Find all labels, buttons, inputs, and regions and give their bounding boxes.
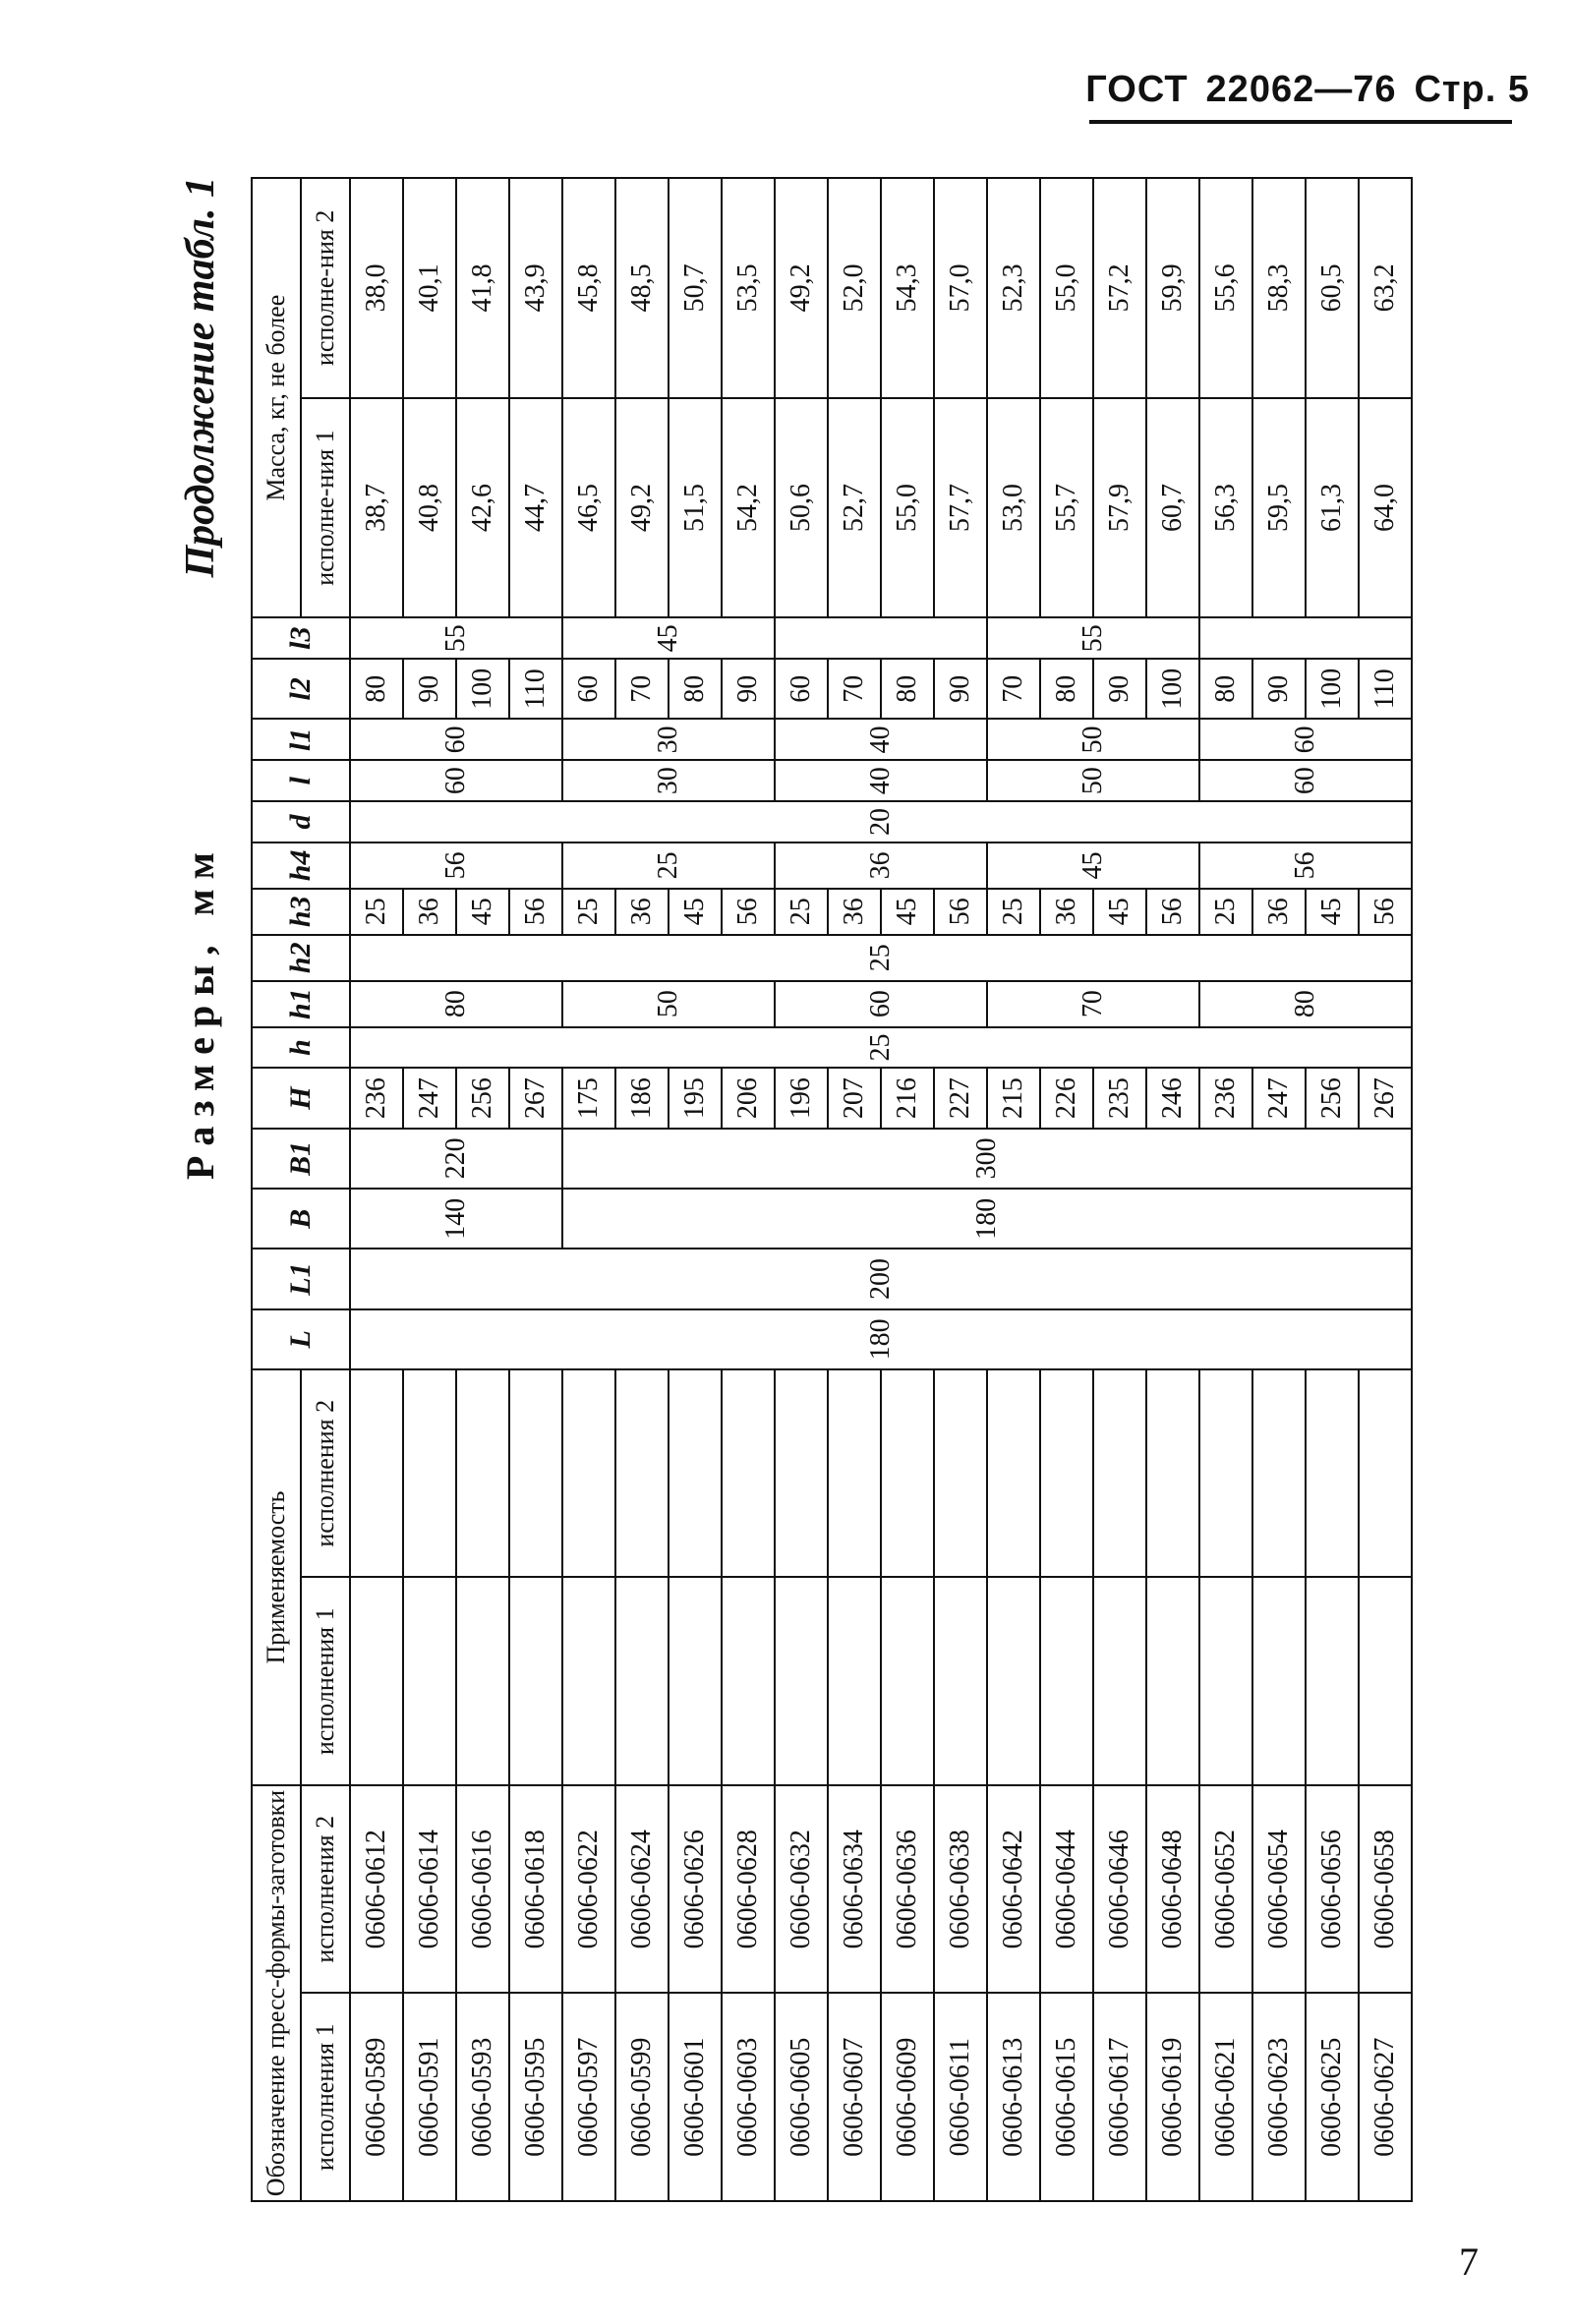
cell-app2 bbox=[456, 1369, 509, 1578]
cell-exec1: 0606-0623 bbox=[1252, 1994, 1306, 2202]
cell-h3: 45 bbox=[669, 889, 722, 935]
cell-l3: 55 bbox=[987, 617, 1199, 659]
col-h: h bbox=[252, 1027, 350, 1069]
cell-app1 bbox=[722, 1578, 775, 1786]
col-l2: l2 bbox=[252, 659, 350, 719]
col-mass1: исполне-ния 1 bbox=[301, 398, 350, 618]
cell-l2: 80 bbox=[881, 659, 934, 719]
cell-app1 bbox=[934, 1578, 987, 1786]
cell-exec2: 0606-0616 bbox=[456, 1785, 509, 1994]
cell-h3: 56 bbox=[509, 889, 562, 935]
cell-exec2: 0606-0634 bbox=[828, 1785, 881, 1994]
cell-mass1: 38,7 bbox=[350, 398, 403, 618]
header-page-label: Стр. 5 bbox=[1414, 69, 1530, 110]
cell-exec1: 0606-0607 bbox=[828, 1994, 881, 2202]
cell-exec2: 0606-0644 bbox=[1040, 1785, 1093, 1994]
cell-app2 bbox=[1252, 1369, 1306, 1578]
cell-exec1: 0606-0625 bbox=[1306, 1994, 1359, 2202]
cell-H: 247 bbox=[1252, 1068, 1306, 1128]
cell-mass2: 54,3 bbox=[881, 178, 934, 398]
cell-app2 bbox=[1146, 1369, 1199, 1578]
cell-app1 bbox=[775, 1578, 828, 1786]
cell-exec1: 0606-0593 bbox=[456, 1994, 509, 2202]
cell-exec2: 0606-0648 bbox=[1146, 1785, 1199, 1994]
cell-l2: 70 bbox=[615, 659, 669, 719]
col-l1: l1 bbox=[252, 719, 350, 760]
col-B1: B1 bbox=[252, 1129, 350, 1189]
cell-l2: 80 bbox=[669, 659, 722, 719]
cell-exec2: 0606-0638 bbox=[934, 1785, 987, 1994]
col-exec2: исполнения 2 bbox=[301, 1785, 350, 1994]
dimensions-caption: Размеры, мм bbox=[178, 842, 222, 1180]
cell-mass1: 42,6 bbox=[456, 398, 509, 618]
cell-h3: 36 bbox=[828, 889, 881, 935]
page-number: 7 bbox=[1459, 2239, 1479, 2284]
cell-exec2: 0606-0642 bbox=[987, 1785, 1040, 1994]
cell-mass2: 40,1 bbox=[403, 178, 456, 398]
col-L1: L1 bbox=[252, 1249, 350, 1308]
cell-H: 186 bbox=[615, 1068, 669, 1128]
cell-exec1: 0606-0613 bbox=[987, 1994, 1040, 2202]
cell-exec2: 0606-0654 bbox=[1252, 1785, 1306, 1994]
header-number: 22062—76 bbox=[1205, 69, 1397, 110]
col-L: L bbox=[252, 1309, 350, 1369]
col-h3: h3 bbox=[252, 889, 350, 935]
cell-mass2: 58,3 bbox=[1252, 178, 1306, 398]
cell-l2: 80 bbox=[1199, 659, 1252, 719]
cell-mass1: 60,7 bbox=[1146, 398, 1199, 618]
cell-mass2: 55,0 bbox=[1040, 178, 1093, 398]
cell-mass2: 49,2 bbox=[775, 178, 828, 398]
page-header bbox=[1068, 69, 1530, 111]
cell-exec1: 0606-0601 bbox=[669, 1994, 722, 2202]
cell-l2: 60 bbox=[775, 659, 828, 719]
cell-H: 226 bbox=[1040, 1068, 1093, 1128]
cell-l2: 70 bbox=[828, 659, 881, 719]
table-body bbox=[350, 178, 1412, 2201]
cell-mass1: 56,3 bbox=[1199, 398, 1252, 618]
cell-exec1: 0606-0617 bbox=[1093, 1994, 1146, 2202]
cell-mass2: 38,0 bbox=[350, 178, 403, 398]
cell-H: 216 bbox=[881, 1068, 934, 1128]
cell-exec2: 0606-0622 bbox=[562, 1785, 615, 1994]
col-d: d bbox=[252, 801, 350, 842]
cell-app1 bbox=[1306, 1578, 1359, 1786]
cell-mass2: 63,2 bbox=[1359, 178, 1412, 398]
cell-H: 207 bbox=[828, 1068, 881, 1128]
cell-H: 215 bbox=[987, 1068, 1040, 1128]
cell-app2 bbox=[615, 1369, 669, 1578]
col-designation: Обозначение пресс-формы-заготовки bbox=[252, 1785, 301, 2201]
cell-h3: 36 bbox=[615, 889, 669, 935]
col-l3: l3 bbox=[252, 617, 350, 659]
cell-app1 bbox=[881, 1578, 934, 1786]
cell-h3: 36 bbox=[1040, 889, 1093, 935]
cell-exec2: 0606-0658 bbox=[1359, 1785, 1412, 1994]
cell-l2: 90 bbox=[403, 659, 456, 719]
cell-h3: 45 bbox=[881, 889, 934, 935]
col-mass: Масса, кг, не более bbox=[252, 178, 301, 617]
cell-mass1: 44,7 bbox=[509, 398, 562, 618]
cell-H: 256 bbox=[456, 1068, 509, 1128]
cell-exec1: 0606-0595 bbox=[509, 1994, 562, 2202]
col-exec1: исполнения 1 bbox=[301, 1994, 350, 2202]
cell-mass2: 52,3 bbox=[987, 178, 1040, 398]
cell-app1 bbox=[828, 1578, 881, 1786]
cell-H: 195 bbox=[669, 1068, 722, 1128]
cell-mass1: 59,5 bbox=[1252, 398, 1306, 618]
cell-H: 247 bbox=[403, 1068, 456, 1128]
cell-l3: 55 bbox=[350, 617, 562, 659]
cell-app1 bbox=[669, 1578, 722, 1786]
cell-exec2: 0606-0628 bbox=[722, 1785, 775, 1994]
header-standard: ГОСТ bbox=[1085, 69, 1189, 110]
cell-app1 bbox=[1040, 1578, 1093, 1786]
cell-h3: 45 bbox=[1306, 889, 1359, 935]
table-row bbox=[562, 178, 615, 2201]
cell-exec1: 0606-0597 bbox=[562, 1994, 615, 2202]
cell-h4: 36 bbox=[775, 842, 987, 889]
col-l: l bbox=[252, 760, 350, 801]
cell-exec1: 0606-0615 bbox=[1040, 1994, 1093, 2202]
col-H: H bbox=[252, 1068, 350, 1128]
cell-mass2: 55,6 bbox=[1199, 178, 1252, 398]
cell-h4: 56 bbox=[350, 842, 562, 889]
cell-mass1: 46,5 bbox=[562, 398, 615, 618]
cell-app1 bbox=[1093, 1578, 1146, 1786]
cell-app2 bbox=[669, 1369, 722, 1578]
header-rule bbox=[1089, 120, 1512, 124]
cell-mass2: 45,8 bbox=[562, 178, 615, 398]
cell-l2: 90 bbox=[722, 659, 775, 719]
cell-app2 bbox=[1093, 1369, 1146, 1578]
col-app2: исполнения 2 bbox=[301, 1369, 350, 1578]
cell-l2: 100 bbox=[1306, 659, 1359, 719]
cell-app2 bbox=[881, 1369, 934, 1578]
cell-h1: 70 bbox=[987, 981, 1199, 1027]
cell-app2 bbox=[934, 1369, 987, 1578]
cell-mass2: 60,5 bbox=[1306, 178, 1359, 398]
col-applicability: Применяемость bbox=[252, 1369, 301, 1785]
cell-mass1: 57,9 bbox=[1093, 398, 1146, 618]
cell-app1 bbox=[987, 1578, 1040, 1786]
cell-mass2: 57,0 bbox=[934, 178, 987, 398]
cell-H: 267 bbox=[509, 1068, 562, 1128]
cell-app1 bbox=[615, 1578, 669, 1786]
cell-exec2: 0606-0612 bbox=[350, 1785, 403, 1994]
cell-L: 180 bbox=[350, 1309, 1412, 1369]
cell-mass1: 40,8 bbox=[403, 398, 456, 618]
cell-l: 60 bbox=[1199, 760, 1412, 801]
cell-l2: 90 bbox=[1252, 659, 1306, 719]
cell-app2 bbox=[828, 1369, 881, 1578]
cell-mass1: 50,6 bbox=[775, 398, 828, 618]
cell-mass2: 59,9 bbox=[1146, 178, 1199, 398]
col-h2: h2 bbox=[252, 935, 350, 981]
cell-exec2: 0606-0624 bbox=[615, 1785, 669, 1994]
cell-mass1: 49,2 bbox=[615, 398, 669, 618]
cell-mass1: 55,0 bbox=[881, 398, 934, 618]
col-h4: h4 bbox=[252, 842, 350, 889]
cell-H: 235 bbox=[1093, 1068, 1146, 1128]
col-B: B bbox=[252, 1189, 350, 1249]
cell-H: 236 bbox=[350, 1068, 403, 1128]
cell-mass1: 64,0 bbox=[1359, 398, 1412, 618]
cell-exec1: 0606-0621 bbox=[1199, 1994, 1252, 2202]
cell-app1 bbox=[456, 1578, 509, 1786]
cell-l2: 100 bbox=[456, 659, 509, 719]
cell-app2 bbox=[350, 1369, 403, 1578]
cell-app1 bbox=[1252, 1578, 1306, 1786]
cell-h4: 56 bbox=[1199, 842, 1412, 889]
cell-h3: 25 bbox=[987, 889, 1040, 935]
cell-exec2: 0606-0652 bbox=[1199, 1785, 1252, 1994]
cell-l2: 110 bbox=[1359, 659, 1412, 719]
cell-d: 20 bbox=[350, 801, 1412, 842]
cell-H: 175 bbox=[562, 1068, 615, 1128]
cell-app2 bbox=[403, 1369, 456, 1578]
cell-app1 bbox=[562, 1578, 615, 1786]
cell-H: 206 bbox=[722, 1068, 775, 1128]
cell-h3: 56 bbox=[722, 889, 775, 935]
cell-B1: 300 bbox=[562, 1129, 1412, 1189]
cell-app1 bbox=[350, 1578, 403, 1786]
cell-exec2: 0606-0636 bbox=[881, 1785, 934, 1994]
cell-h1: 80 bbox=[1199, 981, 1412, 1027]
cell-app1 bbox=[1359, 1578, 1412, 1786]
cell-mass1: 55,7 bbox=[1040, 398, 1093, 618]
cell-l: 50 bbox=[987, 760, 1199, 801]
cell-h3: 25 bbox=[1199, 889, 1252, 935]
cell-mass2: 41,8 bbox=[456, 178, 509, 398]
cell-exec2: 0606-0614 bbox=[403, 1785, 456, 1994]
cell-app1 bbox=[1199, 1578, 1252, 1786]
cell-H: 267 bbox=[1359, 1068, 1412, 1128]
cell-exec1: 0606-0589 bbox=[350, 1994, 403, 2202]
col-h1: h1 bbox=[252, 981, 350, 1027]
cell-mass2: 52,0 bbox=[828, 178, 881, 398]
cell-app2 bbox=[1040, 1369, 1093, 1578]
cell-l3 bbox=[1199, 617, 1412, 659]
cell-exec1: 0606-0603 bbox=[722, 1994, 775, 2202]
dimensions-table bbox=[251, 177, 1413, 2202]
cell-exec1: 0606-0599 bbox=[615, 1994, 669, 2202]
cell-B: 140 bbox=[350, 1189, 562, 1249]
cell-h3: 36 bbox=[403, 889, 456, 935]
cell-exec1: 0606-0627 bbox=[1359, 1994, 1412, 2202]
cell-h3: 56 bbox=[934, 889, 987, 935]
cell-l: 40 bbox=[775, 760, 987, 801]
cell-h4: 45 bbox=[987, 842, 1199, 889]
cell-h3: 56 bbox=[1146, 889, 1199, 935]
cell-h3: 25 bbox=[562, 889, 615, 935]
cell-mass1: 61,3 bbox=[1306, 398, 1359, 618]
cell-mass1: 57,7 bbox=[934, 398, 987, 618]
cell-exec1: 0606-0591 bbox=[403, 1994, 456, 2202]
cell-mass1: 52,7 bbox=[828, 398, 881, 618]
cell-l2: 90 bbox=[934, 659, 987, 719]
cell-app2 bbox=[1199, 1369, 1252, 1578]
cell-mass2: 57,2 bbox=[1093, 178, 1146, 398]
cell-l: 30 bbox=[562, 760, 775, 801]
cell-app2 bbox=[562, 1369, 615, 1578]
cell-H: 196 bbox=[775, 1068, 828, 1128]
cell-h3: 25 bbox=[350, 889, 403, 935]
cell-app2 bbox=[987, 1369, 1040, 1578]
cell-l1: 30 bbox=[562, 719, 775, 760]
cell-l3: 45 bbox=[562, 617, 775, 659]
cell-h2: 25 bbox=[350, 935, 1412, 981]
cell-mass2: 48,5 bbox=[615, 178, 669, 398]
cell-l1: 60 bbox=[1199, 719, 1412, 760]
cell-l2: 100 bbox=[1146, 659, 1199, 719]
rotated-table-area bbox=[177, 177, 1534, 2202]
cell-h3: 36 bbox=[1252, 889, 1306, 935]
cell-l2: 70 bbox=[987, 659, 1040, 719]
cell-H: 256 bbox=[1306, 1068, 1359, 1128]
cell-l2: 80 bbox=[1040, 659, 1093, 719]
cell-mass2: 50,7 bbox=[669, 178, 722, 398]
cell-exec1: 0606-0609 bbox=[881, 1994, 934, 2202]
cell-exec2: 0606-0656 bbox=[1306, 1785, 1359, 1994]
cell-l2: 90 bbox=[1093, 659, 1146, 719]
cell-L1: 200 bbox=[350, 1249, 1412, 1308]
cell-h4: 25 bbox=[562, 842, 775, 889]
cell-mass2: 43,9 bbox=[509, 178, 562, 398]
cell-exec1: 0606-0619 bbox=[1146, 1994, 1199, 2202]
cell-h1: 60 bbox=[775, 981, 987, 1027]
col-app1: исполнения 1 bbox=[301, 1578, 350, 1786]
cell-l2: 80 bbox=[350, 659, 403, 719]
cell-h3: 56 bbox=[1359, 889, 1412, 935]
cell-h: 25 bbox=[350, 1027, 1412, 1069]
cell-l1: 50 bbox=[987, 719, 1199, 760]
cell-l1: 60 bbox=[350, 719, 562, 760]
cell-l2: 60 bbox=[562, 659, 615, 719]
cell-l1: 40 bbox=[775, 719, 987, 760]
cell-exec2: 0606-0632 bbox=[775, 1785, 828, 1994]
cell-B1: 220 bbox=[350, 1129, 562, 1189]
cell-app1 bbox=[403, 1578, 456, 1786]
cell-H: 227 bbox=[934, 1068, 987, 1128]
cell-mass1: 53,0 bbox=[987, 398, 1040, 618]
cell-exec1: 0606-0605 bbox=[775, 1994, 828, 2202]
cell-H: 236 bbox=[1199, 1068, 1252, 1128]
cell-app2 bbox=[509, 1369, 562, 1578]
cell-H: 246 bbox=[1146, 1068, 1199, 1128]
table-row bbox=[350, 178, 403, 2201]
cell-h1: 80 bbox=[350, 981, 562, 1027]
col-mass2: исполне-ния 2 bbox=[301, 178, 350, 398]
cell-l3 bbox=[775, 617, 987, 659]
cell-app2 bbox=[775, 1369, 828, 1578]
cell-app2 bbox=[1306, 1369, 1359, 1578]
cell-h3: 25 bbox=[775, 889, 828, 935]
cell-B: 180 bbox=[562, 1189, 1412, 1249]
cell-app1 bbox=[1146, 1578, 1199, 1786]
cell-app2 bbox=[722, 1369, 775, 1578]
cell-l2: 110 bbox=[509, 659, 562, 719]
cell-app2 bbox=[1359, 1369, 1412, 1578]
cell-exec2: 0606-0626 bbox=[669, 1785, 722, 1994]
cell-h3: 45 bbox=[456, 889, 509, 935]
cell-exec2: 0606-0618 bbox=[509, 1785, 562, 1994]
cell-h1: 50 bbox=[562, 981, 775, 1027]
cell-mass1: 54,2 bbox=[722, 398, 775, 618]
cell-mass1: 51,5 bbox=[669, 398, 722, 618]
cell-h3: 45 bbox=[1093, 889, 1146, 935]
cell-exec2: 0606-0646 bbox=[1093, 1785, 1146, 1994]
cell-exec1: 0606-0611 bbox=[934, 1994, 987, 2202]
cell-l: 60 bbox=[350, 760, 562, 801]
continuation-caption: Продолжение табл. 1 bbox=[178, 177, 223, 578]
cell-app1 bbox=[509, 1578, 562, 1786]
cell-mass2: 53,5 bbox=[722, 178, 775, 398]
